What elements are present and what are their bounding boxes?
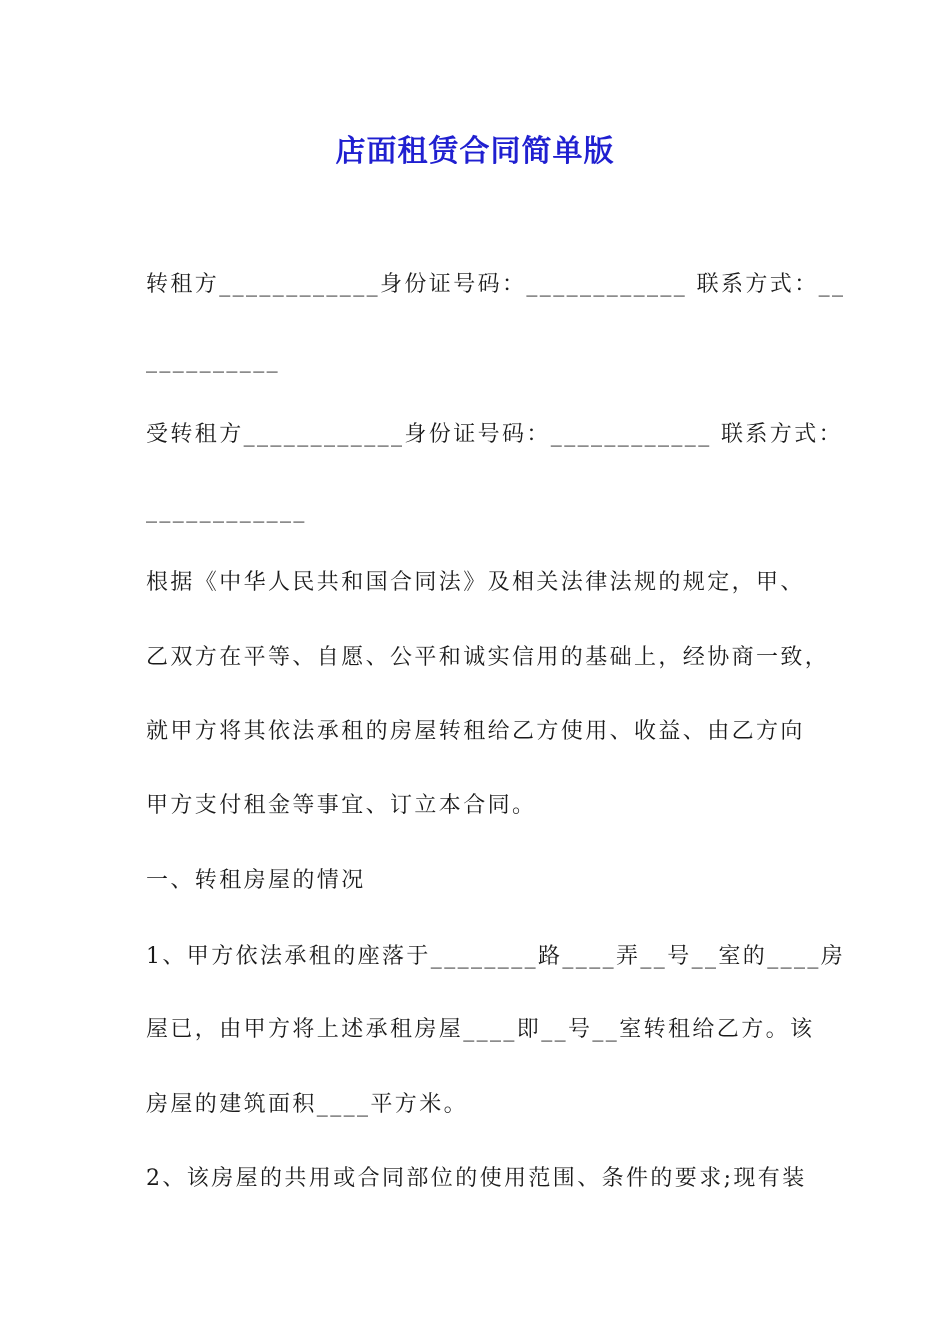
clause-1-line-1: 1、甲方依法承租的座落于________路____弄__号__室的____房 — [146, 944, 846, 969]
preamble-line-2: 乙双方在平等、自愿、公平和诚实信用的基础上，经协商一致， — [146, 645, 830, 670]
sublessor-line-continued: __________ — [146, 348, 280, 373]
preamble-line-4: 甲方支付租金等事宜、订立本合同。 — [146, 793, 537, 818]
preamble-line-3: 就甲方将其依法承租的房屋转租给乙方使用、收益、由乙方向 — [146, 719, 805, 744]
clause-1-line-2: 屋已，由甲方将上述承租房屋____即__号__室转租给乙方。该 — [146, 1017, 815, 1042]
section-heading-1: 一、转租房屋的情况 — [146, 868, 366, 893]
document-title: 店面租赁合同简单版 — [335, 134, 615, 169]
preamble-line-1: 根据《中华人民共和国合同法》及相关法律法规的规定，甲、 — [146, 570, 805, 595]
clause-2-line-1: 2、该房屋的共用或合同部位的使用范围、条件的要求;现有装 — [146, 1166, 807, 1191]
sublessee-line: 受转租方____________身份证号码：____________ 联系方式： — [146, 422, 843, 447]
sublessee-line-continued: ____________ — [146, 498, 307, 523]
sublessor-line: 转租方____________身份证号码：____________ 联系方式：__ — [146, 272, 846, 297]
clause-1-line-3: 房屋的建筑面积____平方米。 — [146, 1092, 469, 1117]
